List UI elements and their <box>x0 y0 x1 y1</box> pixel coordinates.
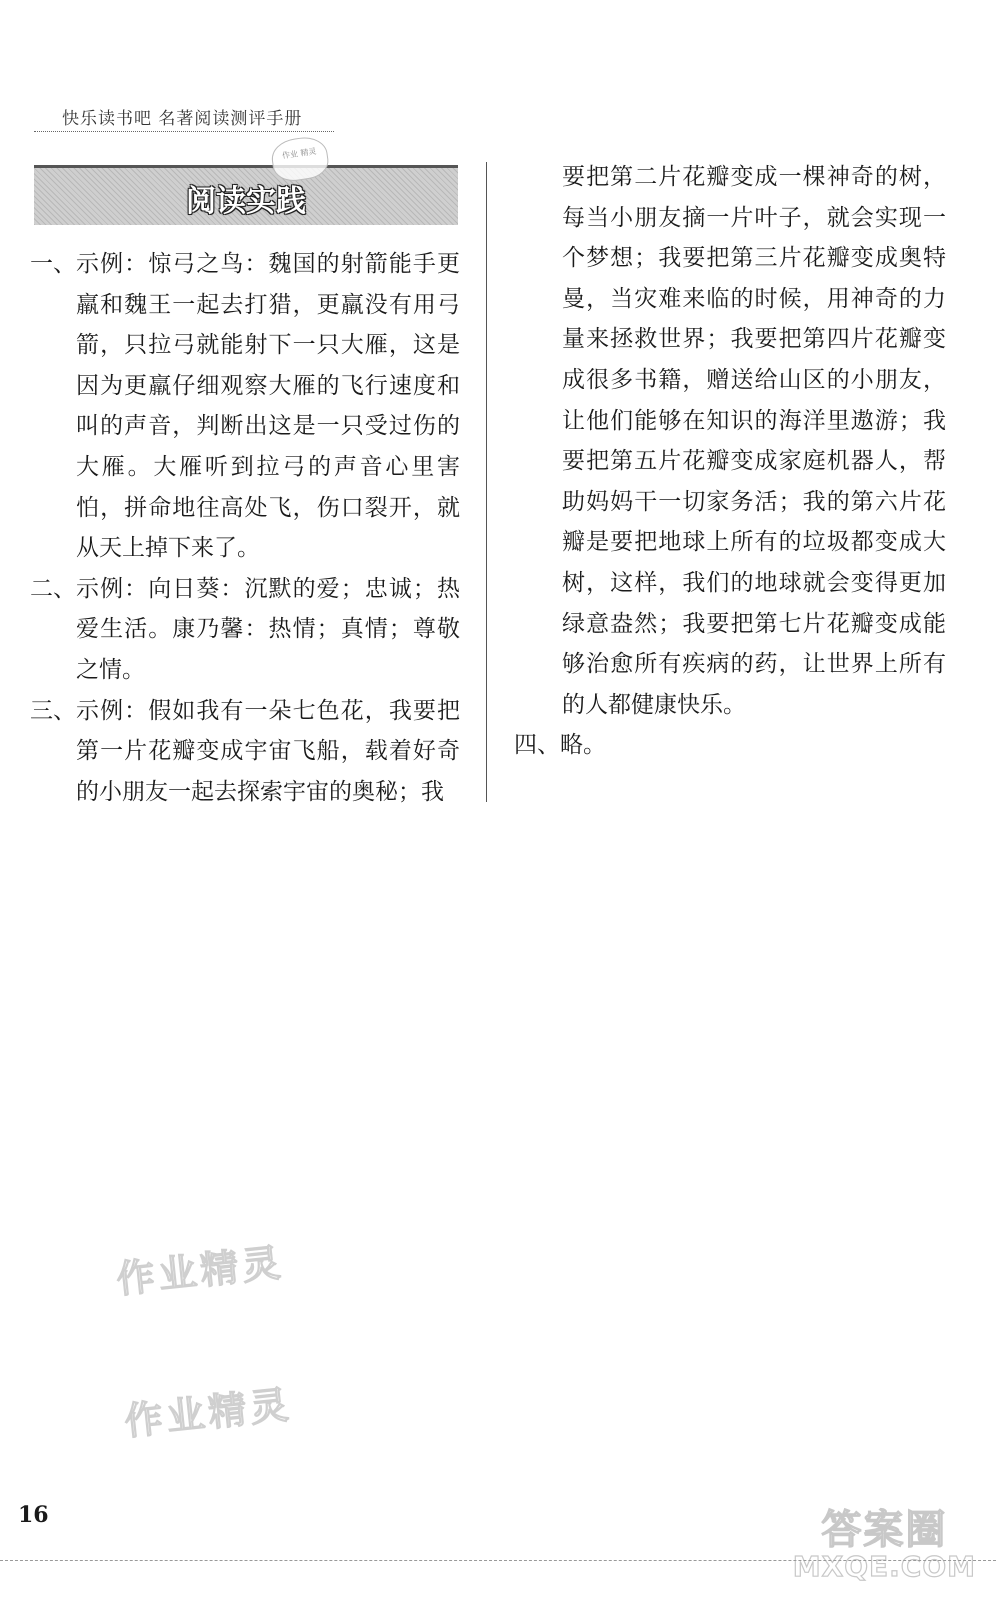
answer-text: 示例：向日葵：沉默的爱；忠诚；热爱生活。康乃馨：热情；真情；尊敬之情。 <box>76 575 460 683</box>
book-header-title: 快乐读书吧 名著阅读测评手册 <box>62 109 303 129</box>
answer-number: 三、 <box>30 697 76 724</box>
header-divider <box>34 131 334 132</box>
answer-number: 二、 <box>30 575 76 602</box>
page-number: 16 <box>18 1502 49 1528</box>
answer-item-2 <box>30 569 460 691</box>
left-column <box>30 244 460 812</box>
answer-text: 略。 <box>560 732 606 759</box>
watermark-text: 作业精灵 <box>122 1382 295 1444</box>
answer-number: 四、 <box>514 732 560 759</box>
answer-text: 示例：假如我有一朵七色花，我要把第一片花瓣变成宇宙飞船，载着好奇的小朋友一起去探索宇宙的奥秘；我 <box>76 697 460 805</box>
section-title: 阅读实践 <box>186 184 306 219</box>
watermark-text: 作业精灵 <box>114 1240 287 1302</box>
corner-watermark-en: MXQE.COM <box>792 1550 976 1583</box>
answer-text: 示例：惊弓之鸟：魏国的射箭能手更羸和魏王一起去打猎，更羸没有用弓箭，只拉弓就能射下一只大雁，这是因为更羸仔细观察大雁的飞行速度和叫的声音，判断出这是一只受过伤的大雁。大雁听到拉弓的声音心里害怕，拼命地往高处飞，伤口裂开，就从天上掉下来了。 <box>76 251 460 562</box>
section-banner <box>34 165 458 225</box>
bottom-divider <box>0 1560 996 1561</box>
corner-watermark-logo <box>793 1508 976 1582</box>
stamp-logo: 作业 精灵 <box>269 134 330 183</box>
answer-item-1 <box>30 244 460 569</box>
answer-item-3 <box>30 691 460 813</box>
column-divider <box>486 162 487 802</box>
corner-watermark-cn: 答案圈 <box>821 1507 948 1553</box>
right-column <box>516 157 946 766</box>
answer-item-4 <box>514 725 946 766</box>
answer-number: 一、 <box>30 251 76 277</box>
answer-item-3-continued: 要把第二片花瓣变成一棵神奇的树，每当小朋友摘一片叶子，就会实现一个梦想；我要把第三片花瓣变成奥特曼，当灾难来临的时候，用神奇的力量来拯救世界；我要把第四片花瓣变成很多书籍，赠送给山区的小朋友，让他们能够在知识的海洋里遨游；我要把第五片花瓣变成家庭机器人，帮助妈妈干一切家务活；我的第六片花瓣是要把地球上所有的垃圾都变成大树，这样，我们的地球就会变得更加绿意盎然；我要把第七片花瓣变成能够治愈所有疾病的药，让世界上所有的人都健康快乐。 <box>562 164 946 718</box>
